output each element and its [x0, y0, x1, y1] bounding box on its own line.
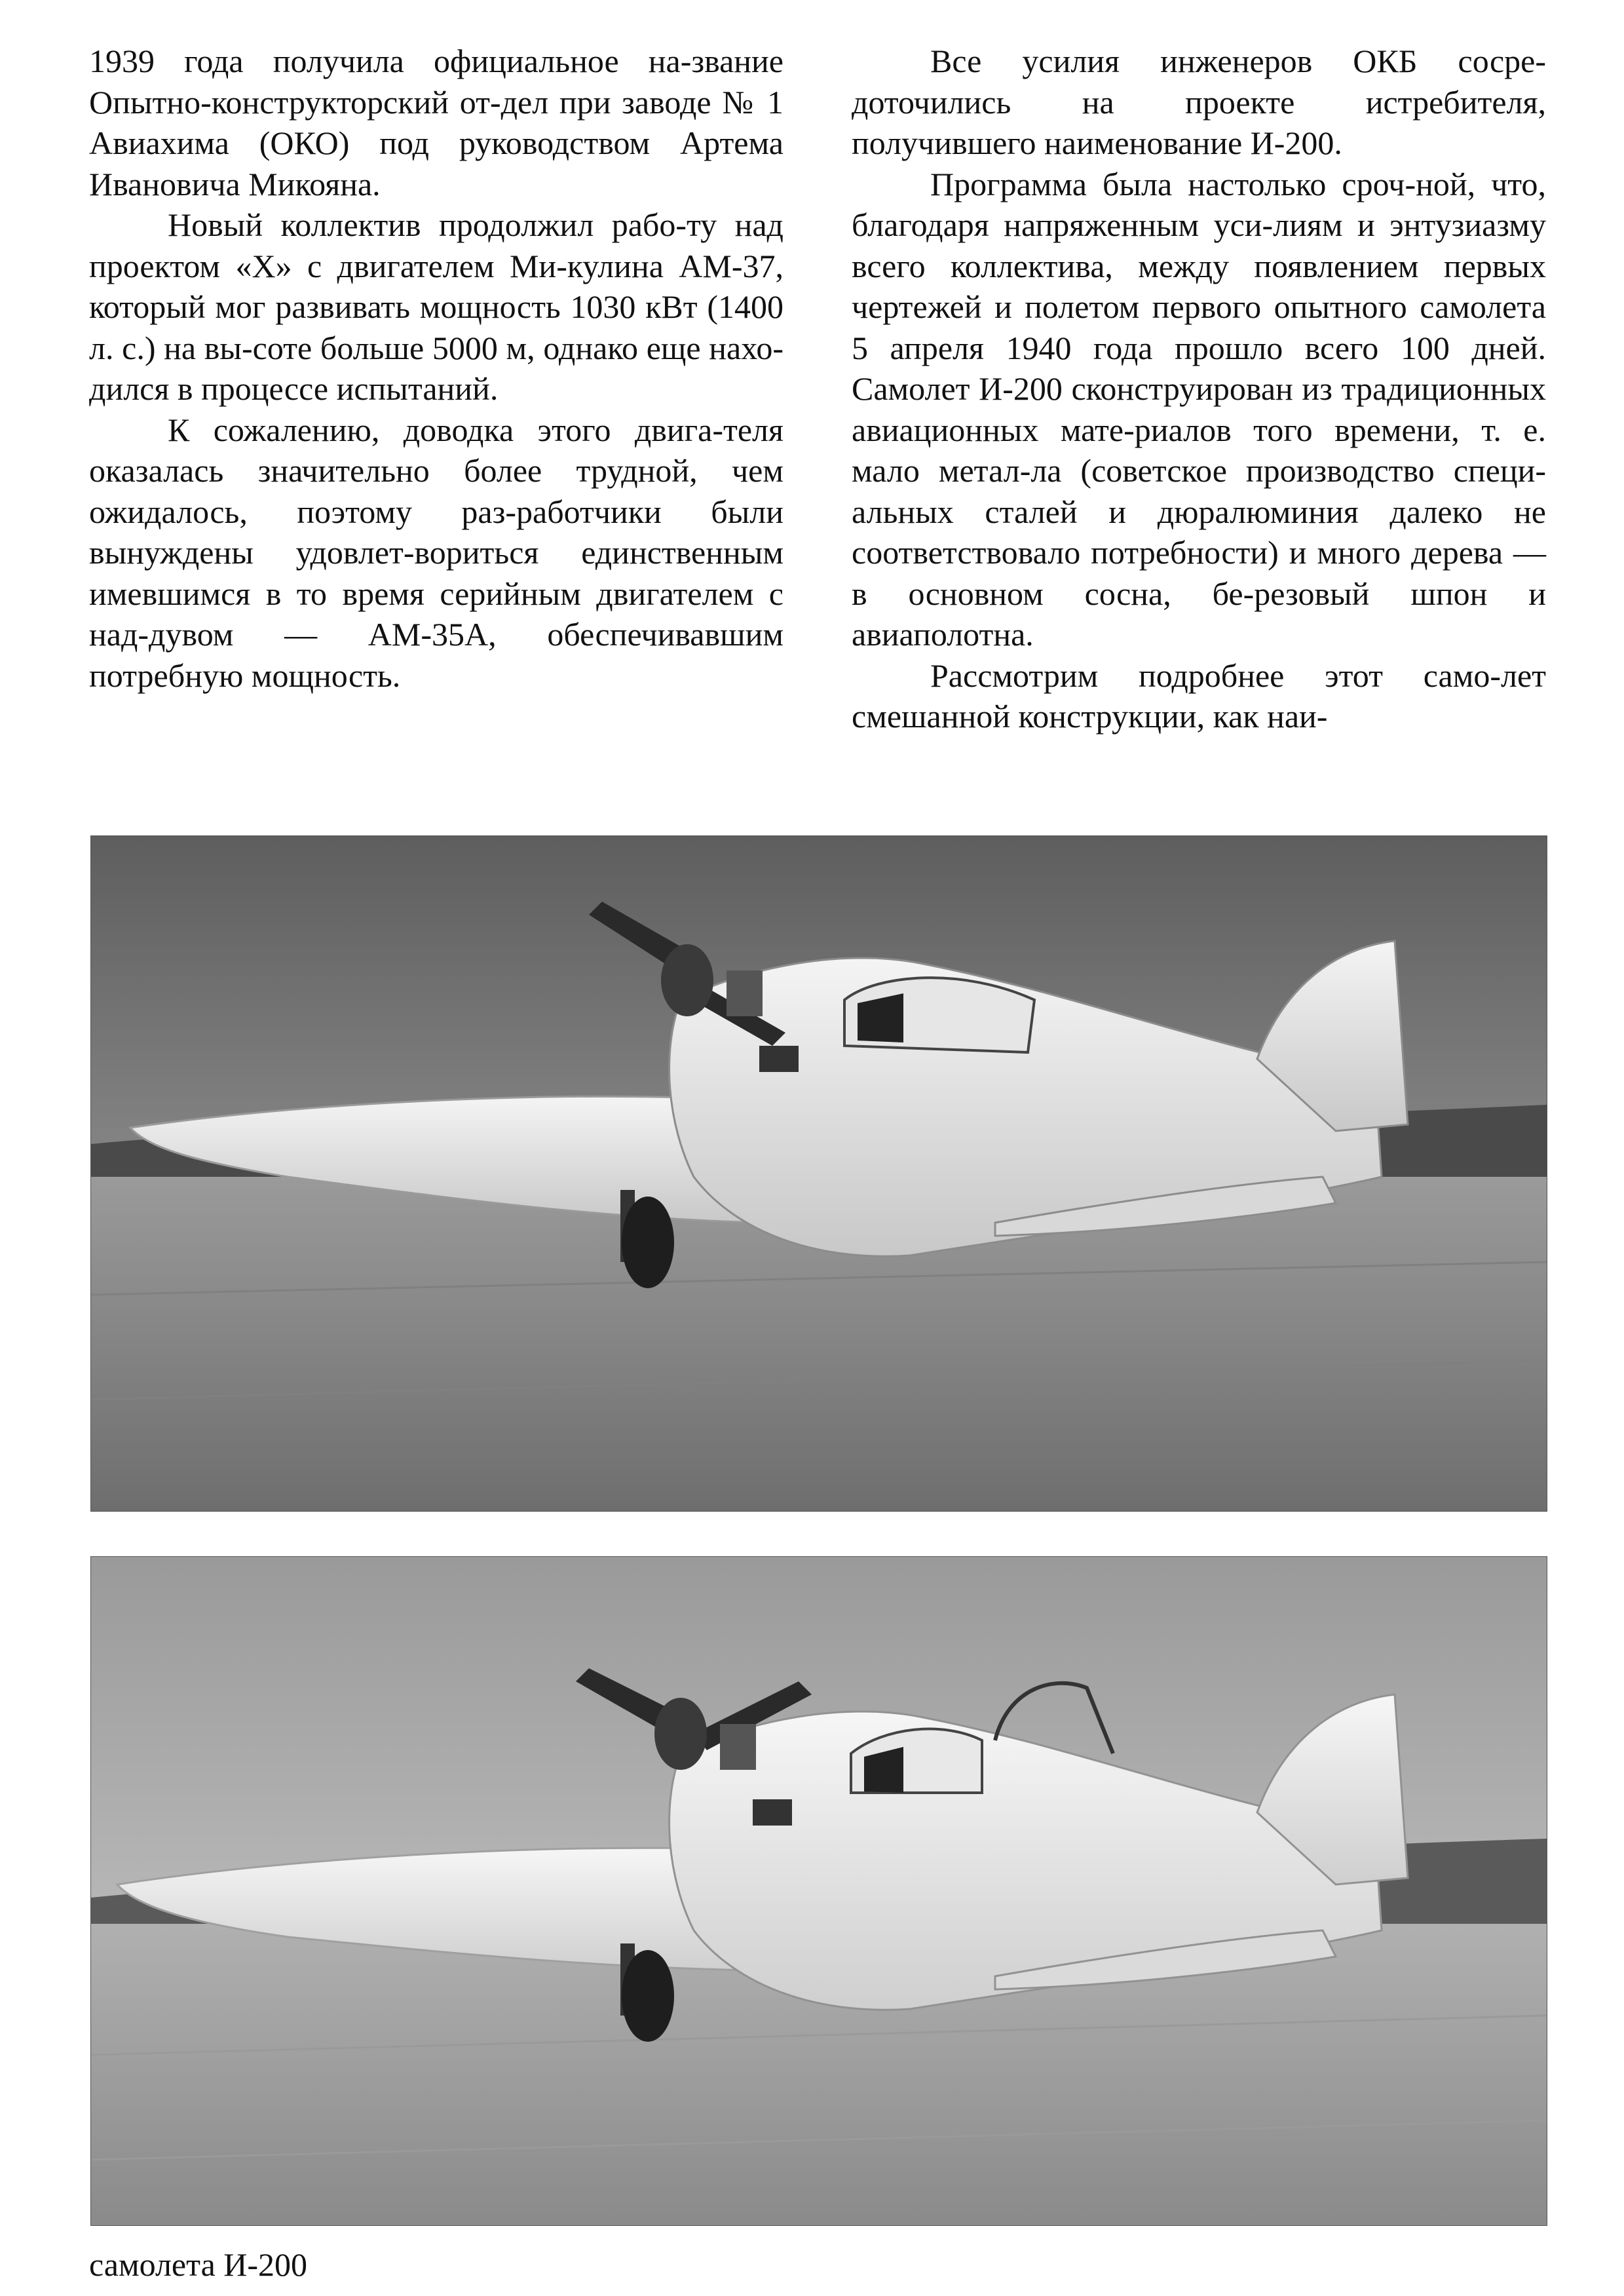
right-paragraph-1: Все усилия инженеров ОКБ сосре-доточились на проекте истребителя, получившего наименование И-200.	[852, 43, 1546, 161]
right-text-column	[852, 41, 1546, 737]
left-paragraph-1: 1939 года получила официальное на-звание Опытно-конструкторский от-дел при заводе № 1 Авиахима (ОКО) под руководством Артема Ивановича Микояна.	[89, 43, 784, 202]
aircraft-photo-canopy-open	[90, 1556, 1547, 2226]
left-text-column	[89, 41, 784, 696]
aircraft-photo-image	[91, 836, 1547, 1511]
figure-caption: самолета И-200	[89, 2246, 308, 2283]
aircraft-photo-canopy-closed	[90, 835, 1547, 1512]
right-paragraph-2: Программа была настолько сроч-ной, что, благодаря напряженным уси-лиям и энтузиазму всего коллектива, между появлением первых чертежей и полетом первого опытного самолета 5 апреля 1940 года прошло всего 100 дней. Самолет И-200 сконструирован из традиционных авиационных мате-риалов того времени, т. е. мало метал-ла (советское производство специ-альных сталей и дюралюминия далеко не соответствовало потребности) и много дерева — в основном сосна, бе-резовый шпон и авиаполотна.	[852, 165, 1546, 653]
aircraft-photo-image	[91, 1557, 1547, 2225]
left-paragraph-2: Новый коллектив продолжил рабо-ту над проектом «X» с двигателем Ми-кулина АМ-37, который мог развивать мощность 1030 кВт (1400 л. с.) на вы-соте больше 5000 м, однако еще нахо-дился в процессе испытаний.	[89, 206, 784, 407]
left-paragraph-3: К сожалению, доводка этого двига-теля оказалась значительно более трудной, чем ожидалось, поэтому раз-работчики были вынуждены удовлет-вориться единственным имевшимся в то время серийным двигателем с над-дувом — АМ-35А, обеспечивавшим потребную мощность.	[89, 411, 784, 694]
right-paragraph-3: Рассмотрим подробнее этот само-лет смешанной конструкции, как наи-	[852, 657, 1546, 735]
